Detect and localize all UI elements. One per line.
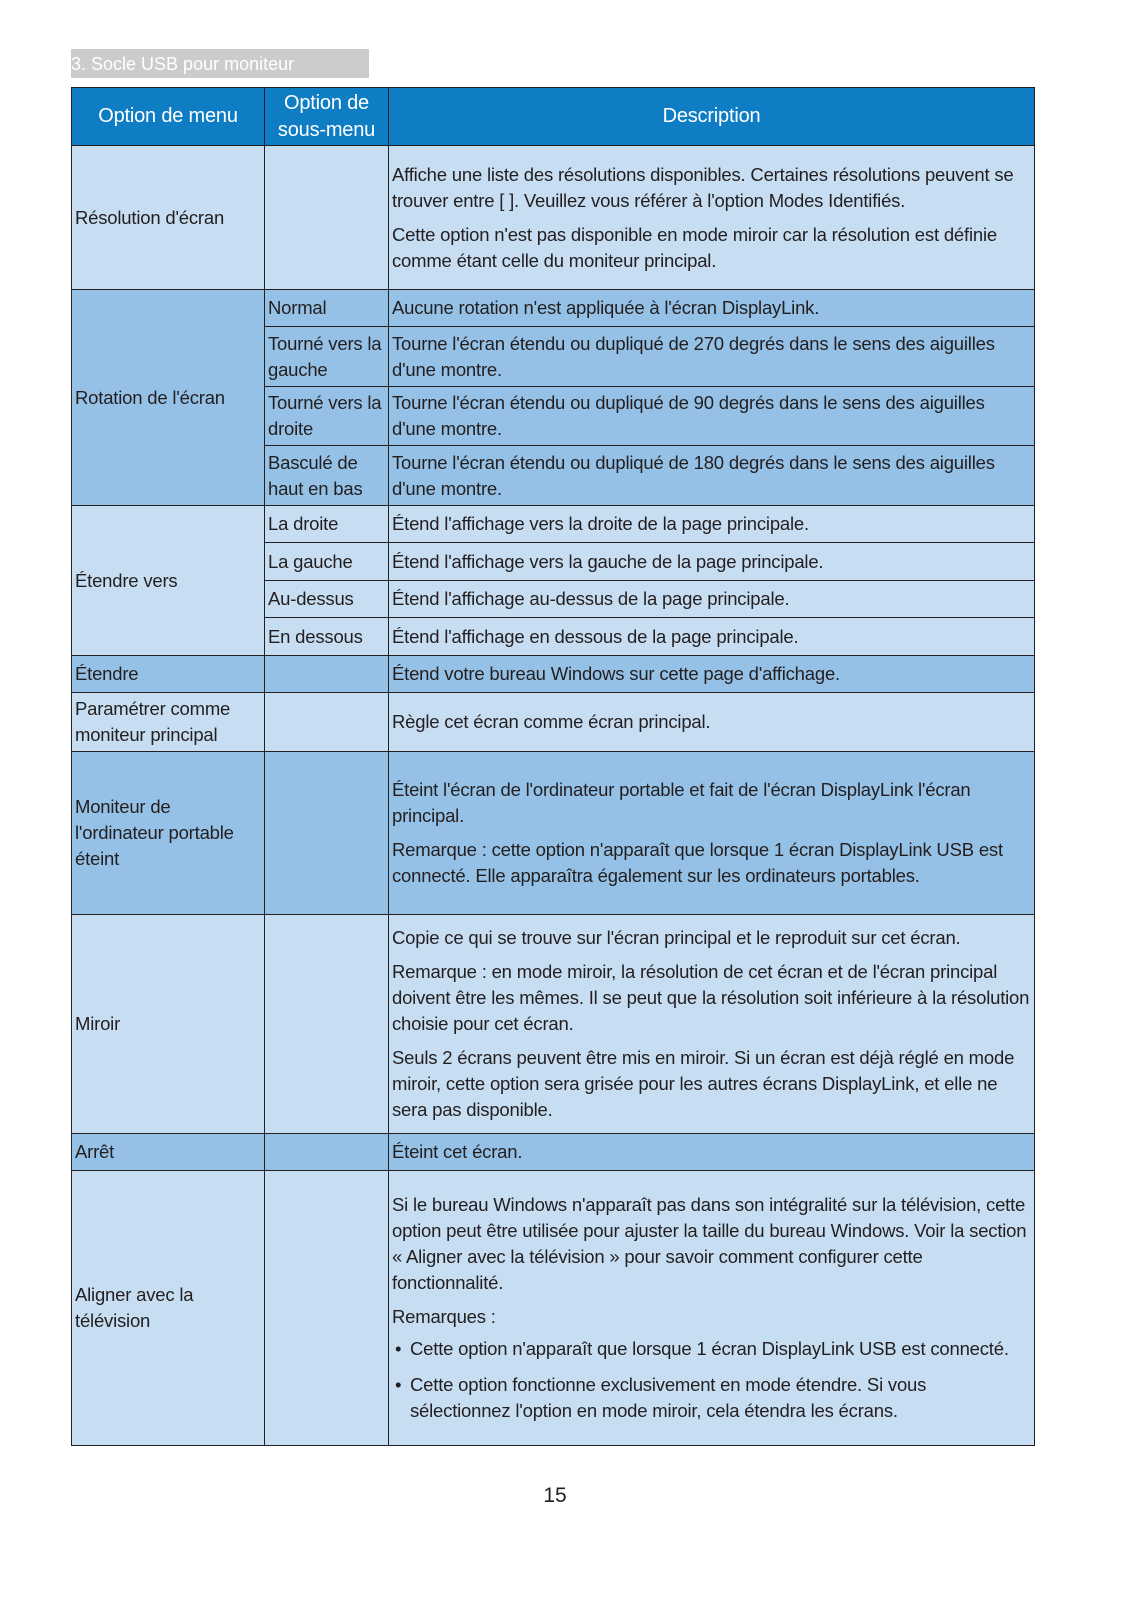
note-item: • Cette option fonctionne exclusivement en mode étendre. Si vous sélectionnez l'option en mode miroir, cela étendra les écrans. [410, 1372, 1031, 1424]
description-cell: Règle cet écran comme écran principal. [389, 693, 1035, 752]
table-row [72, 656, 1035, 693]
description-cell [389, 752, 1035, 915]
description-cell [389, 915, 1035, 1134]
table-row [72, 290, 1035, 327]
page-number: 15 [543, 1484, 567, 1507]
desc-para: Seuls 2 écrans peuvent être mis en miroir. Si un écran est déjà réglé en mode miroir, cette option sera grisée pour les autres écrans DisplayLink, et elle ne sera pas disponible. [392, 1047, 1015, 1120]
submenu-cell [265, 1171, 389, 1446]
desc-para: Si le bureau Windows n'apparaît pas dans son intégralité sur la télévision, cette option peut être utilisée pour ajuster la taille du bureau Windows. Voir la section « Aligner avec la télévision » pour savoir comment configurer cette fonctionnalité. [392, 1194, 1027, 1293]
menu-cell: Arrêt [72, 1134, 265, 1171]
submenu-cell: Tourné vers la gauche [265, 327, 389, 387]
description-cell: Étend votre bureau Windows sur cette page d'affichage. [389, 656, 1035, 693]
header-menu-option: Option de menu [72, 88, 265, 146]
menu-cell: Étendre [72, 656, 265, 693]
table-row [72, 1134, 1035, 1171]
description-cell: Étend l'affichage en dessous de la page principale. [389, 618, 1035, 656]
description-cell [389, 1171, 1035, 1446]
submenu-cell: Normal [265, 290, 389, 327]
submenu-cell [265, 1134, 389, 1171]
menu-cell: Étendre vers [72, 506, 265, 656]
desc-para: Remarques : [392, 1306, 496, 1327]
desc-para: Affiche une liste des résolutions disponibles. Certaines résolutions peuvent se trouver entre [ ]. Veuillez vous référer à l'option Modes Identifiés. [392, 163, 1014, 211]
menu-cell: Résolution d'écran [72, 146, 265, 290]
menu-cell: Aligner avec la télévision [72, 1171, 265, 1446]
submenu-cell: La droite [265, 506, 389, 543]
header-description: Description [389, 88, 1035, 146]
submenu-cell: Tourné vers la droite [265, 387, 389, 446]
menu-cell: Rotation de l'écran [72, 290, 265, 506]
desc-para: Copie ce qui se trouve sur l'écran principal et le reproduit sur cet écran. [392, 927, 961, 948]
description-cell: Éteint cet écran. [389, 1134, 1035, 1171]
description-cell: Tourne l'écran étendu ou dupliqué de 180 degrés dans le sens des aiguilles d'une montre. [389, 446, 1035, 506]
desc-para: Éteint l'écran de l'ordinateur portable et fait de l'écran DisplayLink l'écran principal. [392, 779, 971, 826]
table-row [72, 146, 1035, 290]
menu-cell: Paramétrer comme moniteur principal [72, 693, 265, 752]
section-title: 3. Socle USB pour moniteur [71, 49, 369, 78]
description-cell: Aucune rotation n'est appliquée à l'écran DisplayLink. [389, 290, 1035, 327]
description-cell [389, 146, 1035, 290]
submenu-cell [265, 693, 389, 752]
table-row [72, 693, 1035, 752]
submenu-cell: La gauche [265, 543, 389, 581]
description-cell: Étend l'affichage au-dessus de la page principale. [389, 581, 1035, 618]
desc-para: Remarque : cette option n'apparaît que lorsque 1 écran DisplayLink USB est connecté. Elle apparaîtra également sur les ordinateurs portables. [392, 839, 1003, 886]
notes-list [392, 1336, 1031, 1424]
table-row [72, 1171, 1035, 1446]
header-submenu-option: Option de sous-menu [265, 88, 389, 146]
table-header [72, 88, 1035, 146]
description-cell: Tourne l'écran étendu ou dupliqué de 270 degrés dans le sens des aiguilles d'une montre. [389, 327, 1035, 387]
submenu-cell: Basculé de haut en bas [265, 446, 389, 506]
submenu-cell [265, 752, 389, 915]
note-item: • Cette option n'apparaît que lorsque 1 écran DisplayLink USB est connecté. [410, 1336, 1031, 1362]
submenu-cell [265, 656, 389, 693]
desc-para: Cette option n'est pas disponible en mode miroir car la résolution est définie comme étant celle du moniteur principal. [392, 223, 997, 271]
submenu-cell [265, 915, 389, 1134]
description-cell: Étend l'affichage vers la droite de la page principale. [389, 506, 1035, 543]
table-row [72, 752, 1035, 915]
submenu-cell: Au-dessus [265, 581, 389, 618]
submenu-cell [265, 146, 389, 290]
table-row [72, 506, 1035, 543]
desc-para: Remarque : en mode miroir, la résolution de cet écran et de l'écran principal doivent être les mêmes. Il se peut que la résolution soit inférieure à la résolution choisie pour cet écran. [392, 961, 1030, 1034]
menu-options-table [71, 87, 1035, 1446]
table-row [72, 915, 1035, 1134]
description-cell: Tourne l'écran étendu ou dupliqué de 90 degrés dans le sens des aiguilles d'une montre. [389, 387, 1035, 446]
menu-cell: Miroir [72, 915, 265, 1134]
submenu-cell: En dessous [265, 618, 389, 656]
description-cell: Étend l'affichage vers la gauche de la page principale. [389, 543, 1035, 581]
menu-cell: Moniteur de l'ordinateur portable éteint [72, 752, 265, 915]
